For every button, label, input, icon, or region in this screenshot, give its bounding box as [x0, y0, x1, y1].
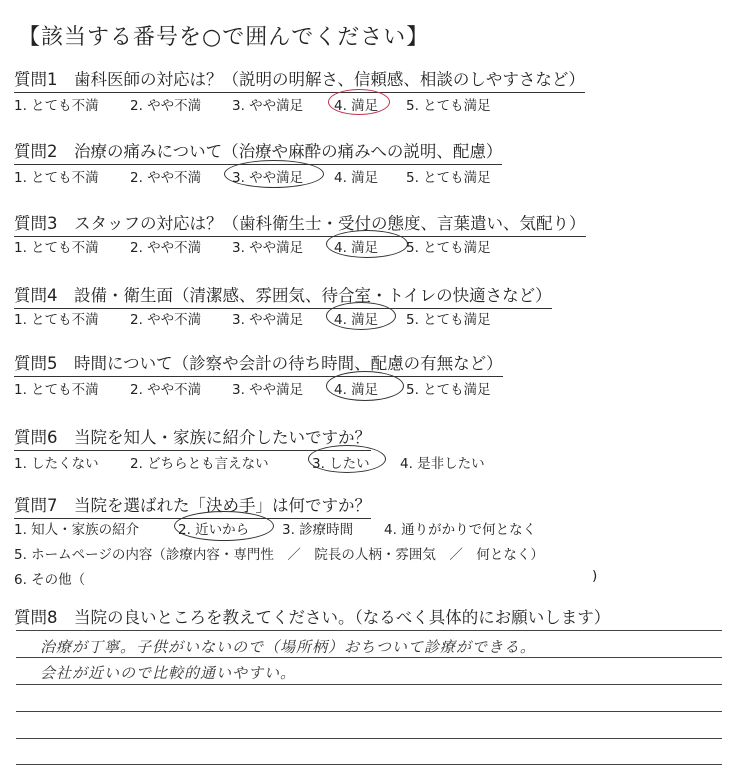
answer-line-3 [16, 684, 722, 685]
q4-option-5[interactable]: 5. とても満足 [406, 312, 491, 328]
q1-option-3[interactable]: 3. やや満足 [232, 98, 304, 114]
q7-option-4[interactable]: 4. 通りがかりで何となく [384, 522, 537, 538]
handwritten-answer-line-1: 治療が丁寧。子供がいないので（場所柄）おちついて診療ができる。 [40, 638, 536, 656]
q3-option-3[interactable]: 3. やや満足 [232, 240, 304, 256]
q4-option-2[interactable]: 2. やや不満 [130, 312, 202, 328]
q2-option-4[interactable]: 4. 満足 [334, 170, 379, 186]
question-7-title: 質問7 当院を選ばれた「決め手」は何ですか？ [14, 492, 371, 519]
q7-option-5[interactable]: 5. ホームページの内容（診療内容・専門性 ／ 院長の人柄・雰囲気 ／ 何となく） [14, 547, 544, 563]
answer-line-2 [16, 657, 722, 658]
form-header: 【該当する番号を○で囲んでください】 [18, 25, 430, 50]
q2-option-2[interactable]: 2. やや不満 [130, 170, 202, 186]
q6-option-2[interactable]: 2. どちらとも言えない [130, 456, 269, 472]
answer-line-4 [16, 711, 722, 712]
q3-option-1[interactable]: 1. とても不満 [14, 240, 99, 256]
answer-line-5 [16, 738, 722, 739]
q5-option-5[interactable]: 5. とても満足 [406, 382, 491, 398]
q7-option-1[interactable]: 1. 知人・家族の紹介 [14, 522, 140, 538]
question-8-title: 質問8 当院の良いところを教えてください。（なるべく具体的にお願いします） [14, 608, 611, 627]
q3-selection-circle [326, 230, 408, 258]
question-2-title: 質問2 治療の痛みについて（治療や麻酔の痛みへの説明、配慮） [14, 138, 502, 165]
q3-option-2[interactable]: 2. やや不満 [130, 240, 202, 256]
q6-selection-circle [308, 445, 386, 473]
q1-selection-circle [328, 89, 390, 115]
q1-option-4[interactable]: 4. 満足 [334, 98, 379, 114]
handwritten-answer-line-2: 会社が近いので比較的通いやすい。 [40, 664, 297, 682]
answer-line-6 [16, 764, 722, 765]
q5-option-4[interactable]: 4. 満足 [334, 382, 379, 398]
q4-option-3[interactable]: 3. やや満足 [232, 312, 304, 328]
q7-option-6[interactable]: 6. その他（ [14, 572, 86, 588]
question-5-title: 質問5 時間について（診察や会計の待ち時間、配慮の有無など） [14, 350, 503, 377]
q6-option-3[interactable]: 3. したい [312, 456, 370, 472]
q2-option-5[interactable]: 5. とても満足 [406, 170, 491, 186]
question-6-title: 質問6 当院を知人・家族に紹介したいですか？ [14, 424, 371, 451]
q3-option-5[interactable]: 5. とても満足 [406, 240, 491, 256]
q1-option-1[interactable]: 1. とても不満 [14, 98, 99, 114]
q5-option-2[interactable]: 2. やや不満 [130, 382, 202, 398]
q5-option-3[interactable]: 3. やや満足 [232, 382, 304, 398]
q7-option-3[interactable]: 3. 診療時間 [282, 522, 354, 538]
q4-selection-circle [326, 302, 396, 330]
q6-option-1[interactable]: 1. したくない [14, 456, 99, 472]
q1-option-5[interactable]: 5. とても満足 [406, 98, 491, 114]
q5-selection-circle [326, 371, 404, 401]
q2-selection-circle [224, 160, 324, 188]
question-3-title: 質問3 スタッフの対応は？（歯科衛生士・受付の態度、言葉遣い、気配り） [14, 210, 586, 237]
question-1-title: 質問1 歯科医師の対応は？（説明の明解さ、信頼感、相談のしやすさなど） [14, 66, 585, 93]
q7-option-6-close-paren: ) [592, 568, 598, 584]
q7-selection-circle [174, 511, 274, 541]
q2-option-3[interactable]: 3. やや満足 [232, 170, 304, 186]
q3-option-4[interactable]: 4. 満足 [334, 240, 379, 256]
q1-option-2[interactable]: 2. やや不満 [130, 98, 202, 114]
q5-option-1[interactable]: 1. とても不満 [14, 382, 99, 398]
answer-line-1 [16, 630, 722, 631]
q6-option-4[interactable]: 4. 是非したい [400, 456, 485, 472]
q7-option-2[interactable]: 2. 近いから [178, 522, 250, 538]
q2-option-1[interactable]: 1. とても不満 [14, 170, 99, 186]
q4-option-1[interactable]: 1. とても不満 [14, 312, 99, 328]
q4-option-4[interactable]: 4. 満足 [334, 312, 379, 328]
question-4-title: 質問4 設備・衛生面（清潔感、雰囲気、待合室・トイレの快適さなど） [14, 282, 552, 309]
